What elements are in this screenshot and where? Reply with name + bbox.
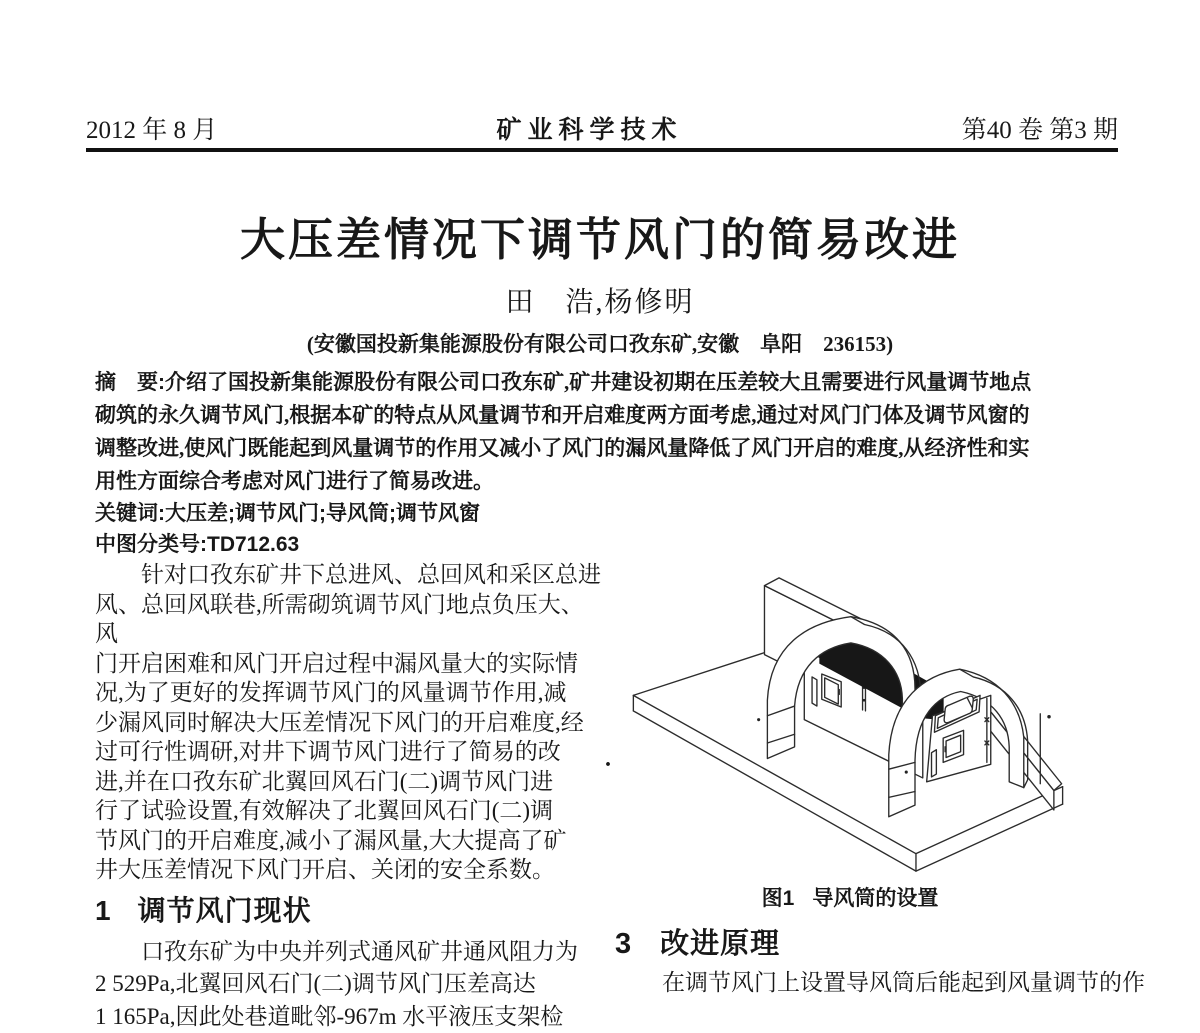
abstract-line: 砌筑的永久调节风门,根据本矿的特点从风量调节和开启难度两方面考虑,通过对风门门体及调节风窗的 — [95, 399, 1109, 432]
text-line: 少漏风同时解决大压差情况下风门的开启难度,经 — [95, 708, 603, 738]
paper-authors: 田 浩,杨修明 — [0, 280, 1200, 320]
clc-line: 中图分类号:TD712.63 — [95, 529, 1109, 560]
abstract-label: 摘 要: — [95, 371, 165, 394]
section3-partial-line: 在调节风门上设置导风筒后能起到风量调节的作 — [662, 968, 1122, 998]
section1-paragraph — [95, 936, 603, 1033]
abstract-line: 调整改进,使风门既能起到风量调节的作用又减小了风门的漏风量降低了风门开启的难度,从经济性和实 — [95, 432, 1109, 465]
figure1 — [612, 552, 1117, 864]
figure1-drawing — [612, 552, 1117, 864]
section3-title: 改进原理 — [660, 928, 780, 960]
section1-heading — [95, 894, 603, 928]
section1-number: 1 — [95, 895, 112, 926]
text-line: 进,并在口孜东矿北翼回风石门(二)调节风门进 — [95, 767, 603, 797]
figure1-number: 图1 — [762, 887, 795, 910]
journal-name: 矿业科学技术 — [496, 110, 682, 146]
header-date: 2012 年 8 月 — [86, 110, 217, 146]
abstract-line: 摘 要:介绍了国投新集能源股份有限公司口孜东矿,矿井建设初期在压差较大且需要进行风量调节地点 — [95, 366, 1109, 399]
figure1-caption-text: 导风筒的设置 — [812, 887, 938, 910]
text-line: 过可行性调研,对井下调节风门进行了简易的改 — [95, 737, 603, 767]
text-line: 门开启困难和风门开启过程中漏风量大的实际情 — [95, 649, 603, 679]
text-line: 1 165Pa,因此处巷道毗邻-967m 水平液压支架检 — [95, 1001, 603, 1033]
left-column — [95, 560, 603, 1033]
text-line: 行了试验设置,有效解决了北翼回风石门(二)调 — [95, 796, 603, 826]
header-rule — [86, 148, 1118, 152]
abstract-line: 用性方面综合考虑对风门进行了简易改进。 — [95, 465, 1109, 498]
clc-label: 中图分类号: — [95, 533, 207, 556]
text-line: 况,为了更好的发挥调节风门的风量调节作用,减 — [95, 678, 603, 708]
figure1-caption — [610, 882, 1090, 912]
paper-title: 大压差情况下调节风门的简易改进 — [0, 203, 1200, 268]
text-line: 风、总回风联巷,所需砌筑调节风门地点负压大、风 — [95, 590, 603, 649]
text-line: 节风门的开启难度,减小了漏风量,大大提高了矿 — [95, 826, 603, 856]
abstract-block — [95, 366, 1109, 560]
paper-affiliation: (安徽国投新集能源股份有限公司口孜东矿,安徽 阜阳 236153) — [0, 328, 1200, 358]
gutter-mark: · — [604, 752, 612, 779]
section3-heading — [615, 921, 780, 962]
text-line: 针对口孜东矿井下总进风、总回风和采区总进 — [95, 560, 603, 590]
volume-issue: 第40 卷 第3 期 — [962, 110, 1118, 146]
keywords-label: 关键词: — [95, 502, 165, 525]
keywords-line: 关键词:大压差;调节风门;导风筒;调节风窗 — [95, 498, 1109, 529]
text-line: 口孜东矿为中央并列式通风矿井通风阻力为 — [95, 936, 603, 969]
section1-title: 调节风门现状 — [138, 895, 312, 926]
text-line: 井大压差情况下风门开启、关闭的安全系数。 — [95, 855, 603, 885]
page-header — [86, 110, 1118, 146]
section3-number: 3 — [615, 928, 632, 960]
text-line: 2 529Pa,北翼回风石门(二)调节风门压差高达 — [95, 968, 603, 1001]
